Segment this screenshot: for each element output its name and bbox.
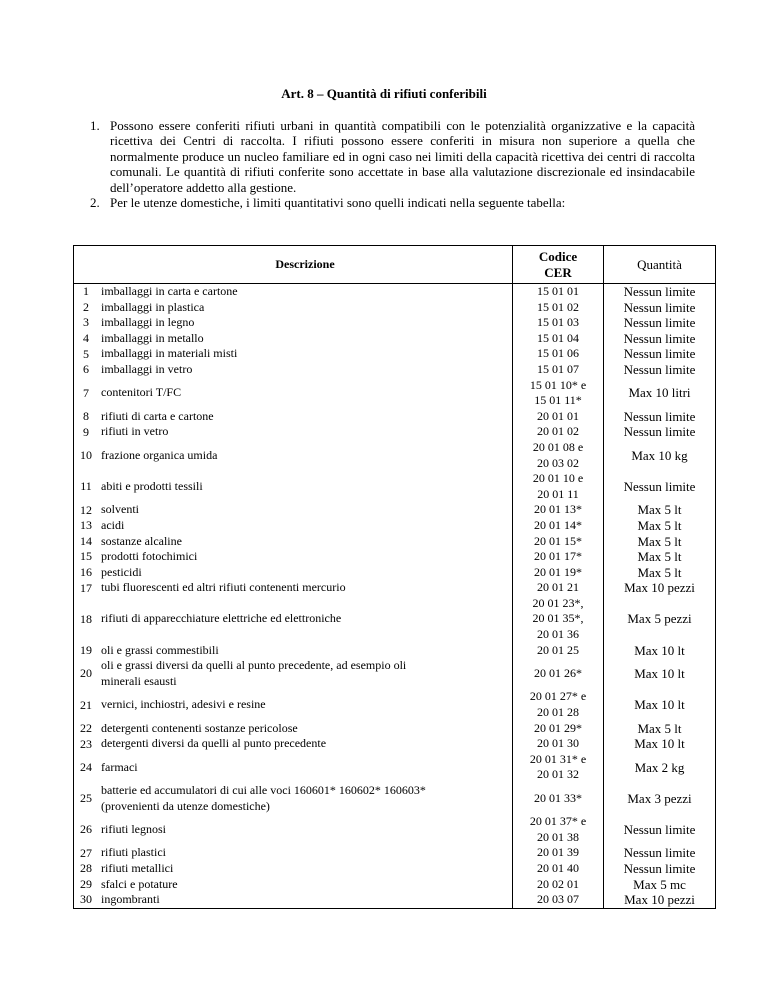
row-description [98,549,513,565]
row-description [98,534,513,550]
cer-code-line: 20 01 39 [537,845,579,860]
cer-code-line: 20 01 30 [537,736,579,751]
table-row [74,736,716,752]
row-quantity: Max 10 pezzi [604,892,716,908]
table-row [74,534,716,550]
row-quantity: Nessun limite [604,300,716,316]
description-line: rifiuti legnosi [101,821,166,836]
cer-code-line: 20 01 37* e [529,814,587,829]
row-number: 12 [74,502,99,518]
row-description [98,565,513,581]
cer-code-line: 20 01 35*, [532,611,584,626]
row-description [98,861,513,877]
row-number: 5 [74,346,99,362]
row-quantity: Max 5 lt [604,721,716,737]
table-row [74,861,716,877]
paragraph-number: 2. [90,195,100,211]
row-description [98,362,513,378]
description-line: ingombranti [101,892,160,907]
cer-code-line: 20 01 19* [534,564,582,579]
row-quantity: Max 10 lt [604,658,716,689]
row-cer-code [513,689,604,720]
cer-code-line: 20 01 33* [534,790,582,805]
description-line: rifiuti di carta e cartone [101,408,214,423]
row-quantity: Max 5 lt [604,534,716,550]
row-quantity: Max 10 pezzi [604,580,716,596]
row-cer-code [513,378,604,409]
cer-code-line: 20 01 02 [537,424,579,439]
row-quantity: Nessun limite [604,845,716,861]
cer-code-line: 20 01 36 [537,627,579,642]
table-row [74,721,716,737]
row-description [98,409,513,425]
row-description [98,502,513,518]
row-description [98,378,513,409]
row-cer-code [513,346,604,362]
table-row [74,689,716,720]
row-number: 13 [74,518,99,534]
description-line: pesticidi [101,564,142,579]
row-quantity: Max 10 lt [604,643,716,659]
cer-code-line: 15 01 02 [537,299,579,314]
row-description [98,736,513,752]
row-quantity: Nessun limite [604,814,716,845]
table-row [74,424,716,440]
row-cer-code [513,783,604,814]
description-line: imballaggi in legno [101,315,195,330]
row-cer-code [513,300,604,316]
cer-code-line: 20 01 26* [534,666,582,681]
row-description [98,331,513,347]
article-paragraphs [90,118,695,210]
row-number: 29 [74,877,99,893]
row-number: 1 [74,284,99,300]
table-row [74,549,716,565]
table-header-row [74,246,716,284]
description-line: farmaci [101,759,138,774]
row-cer-code [513,752,604,783]
cer-code-line: 15 01 10* e [529,377,587,392]
row-quantity: Max 5 lt [604,518,716,534]
row-number: 22 [74,721,99,737]
row-cer-code [513,658,604,689]
description-line: rifiuti di apparecchiature elettriche ed elettroniche [101,611,342,626]
row-number: 9 [74,424,99,440]
table-row [74,331,716,347]
row-description [98,845,513,861]
cer-code-line: 20 02 01 [537,876,579,891]
table-row [74,596,716,643]
row-number: 6 [74,362,99,378]
row-number: 27 [74,845,99,861]
table-row [74,378,716,409]
waste-limits-table [73,245,716,909]
table-row [74,892,716,908]
row-quantity: Max 5 lt [604,549,716,565]
row-number: 26 [74,814,99,845]
description-line: detergenti contenenti sostanze pericolose [101,720,298,735]
description-line: vernici, inchiostri, adesivi e resine [101,697,266,712]
description-line: imballaggi in metallo [101,330,204,345]
table-row [74,658,716,689]
header-code [513,246,604,284]
cer-code-line: 20 01 13* [534,502,582,517]
description-line: contenitori T/FC [101,385,182,400]
row-quantity: Max 10 kg [604,440,716,471]
table-row [74,643,716,659]
cer-code-line: 20 01 01 [537,408,579,423]
cer-code-line: 20 01 21 [537,580,579,595]
row-number: 16 [74,565,99,581]
cer-code-line: 20 01 17* [534,549,582,564]
row-quantity: Nessun limite [604,284,716,300]
description-line: abiti e prodotti tessili [101,478,203,493]
row-cer-code [513,814,604,845]
table-row [74,300,716,316]
row-quantity: Nessun limite [604,315,716,331]
cer-code-line: 20 01 11 [537,486,579,501]
cer-code-line: 20 01 10 e [532,471,584,486]
cer-code-line: 15 01 07 [537,361,579,376]
row-number: 24 [74,752,99,783]
table-row [74,565,716,581]
table-body [74,284,716,909]
cer-code-line: 20 01 08 e [532,439,584,454]
row-number: 17 [74,580,99,596]
cer-code-line: 20 01 31* e [529,751,587,766]
row-quantity: Max 5 lt [604,565,716,581]
row-cer-code [513,861,604,877]
cer-code-line: 15 01 03 [537,315,579,330]
description-line: minerali esausti [101,673,177,688]
cer-code-line: 20 01 28 [537,705,579,720]
table-row [74,783,716,814]
table-row [74,502,716,518]
row-description [98,284,513,300]
cer-code-line: 20 03 02 [537,455,579,470]
description-line: oli e grassi diversi da quelli al punto precedente, ad esempio oli [101,658,407,673]
row-description [98,658,513,689]
row-quantity: Nessun limite [604,471,716,502]
row-cer-code [513,565,604,581]
table-row [74,346,716,362]
table-row [74,518,716,534]
description-line: imballaggi in materiali misti [101,346,238,361]
row-number: 30 [74,892,99,908]
header-index [74,246,99,284]
row-cer-code [513,736,604,752]
description-line: sostanze alcaline [101,533,182,548]
cer-code-line: 20 01 32 [537,767,579,782]
row-cer-code [513,331,604,347]
cer-code-line: 20 01 38 [537,829,579,844]
description-line: solventi [101,502,139,517]
row-description [98,300,513,316]
row-quantity: Nessun limite [604,861,716,877]
header-description: Descrizione [98,246,513,284]
row-quantity: Nessun limite [604,424,716,440]
row-number: 18 [74,596,99,643]
row-description [98,783,513,814]
row-cer-code [513,549,604,565]
row-description [98,596,513,643]
cer-code-line: 20 03 07 [537,892,579,907]
table-row [74,877,716,893]
row-cer-code [513,877,604,893]
row-quantity: Max 3 pezzi [604,783,716,814]
row-description [98,518,513,534]
article-title: Art. 8 – Quantità di rifiuti conferibili [281,86,487,101]
row-cer-code [513,518,604,534]
row-cer-code [513,892,604,908]
row-cer-code [513,362,604,378]
row-description [98,814,513,845]
row-quantity: Max 5 pezzi [604,596,716,643]
row-cer-code [513,643,604,659]
table-row [74,580,716,596]
paragraph-1 [90,118,695,195]
description-line: rifiuti plastici [101,845,166,860]
cer-code-line: 20 01 29* [534,720,582,735]
description-line: detergenti diversi da quelli al punto precedente [101,736,327,751]
row-number: 7 [74,378,99,409]
row-cer-code [513,440,604,471]
table-row [74,814,716,845]
cer-code-line: 20 01 25 [537,642,579,657]
description-line: (provenienti da utenze domestiche) [101,798,270,813]
row-quantity: Nessun limite [604,331,716,347]
row-number: 21 [74,689,99,720]
row-number: 23 [74,736,99,752]
row-quantity: Nessun limite [604,346,716,362]
row-cer-code [513,580,604,596]
row-cer-code [513,471,604,502]
row-number: 15 [74,549,99,565]
paragraph-2 [90,195,695,210]
description-line: imballaggi in carta e cartone [101,284,238,298]
description-line: imballaggi in plastica [101,299,205,314]
paragraph-text: Possono essere conferiti rifiuti urbani in quantità compatibili con le potenzialità organizzative e la capacità ricettiva dei Centri di raccolta. I rifiuti possono essere conferiti in misura non superiore a quella che normalmente produce un nucleo familiare ed in ogni caso nei limiti della capacità ricettiva dei centri di raccolta comunali. Le quantità di rifiuti conferite sono accettate in base alla valutazione discrezionale ed insindacabile dell’operatore addetto alla gestione. [110,118,695,195]
row-description [98,440,513,471]
header-code-line2: CER [544,264,572,280]
paragraph-text: Per le utenze domestiche, i limiti quantitativi sono quelli indicati nella seguente tabella: [110,195,566,211]
cer-code-line: 20 01 14* [534,517,582,532]
row-number: 20 [74,658,99,689]
cer-code-line: 20 01 23*, [532,595,584,610]
cer-code-line: 15 01 11* [534,393,582,408]
row-number: 4 [74,331,99,347]
row-cer-code [513,409,604,425]
description-line: oli e grassi commestibili [101,642,219,657]
cer-code-line: 20 01 27* e [529,689,587,704]
description-line: rifiuti metallici [101,860,174,875]
row-description [98,471,513,502]
row-cer-code [513,596,604,643]
row-cer-code [513,502,604,518]
cer-code-line: 15 01 04 [537,330,579,345]
row-cer-code [513,845,604,861]
row-cer-code [513,424,604,440]
row-description [98,877,513,893]
description-line: batterie ed accumulatori di cui alle voci 160601* 160602* 160603* [101,783,426,797]
description-line: rifiuti in vetro [101,424,169,439]
description-line: sfalci e potature [101,876,178,891]
row-number: 11 [74,471,99,502]
row-description [98,643,513,659]
row-cer-code [513,284,604,300]
row-description [98,424,513,440]
row-description [98,346,513,362]
row-description [98,315,513,331]
header-quantity: Quantità [604,246,716,284]
row-number: 14 [74,534,99,550]
row-cer-code [513,721,604,737]
row-number: 8 [74,409,99,425]
row-description [98,752,513,783]
row-cer-code [513,534,604,550]
row-description [98,689,513,720]
row-quantity: Max 5 lt [604,502,716,518]
row-description [98,580,513,596]
table-row [74,409,716,425]
table-row [74,315,716,331]
description-line: tubi fluorescenti ed altri rifiuti contenenti mercurio [101,580,346,595]
description-line: acidi [101,517,125,532]
row-quantity: Max 10 lt [604,689,716,720]
row-number: 25 [74,783,99,814]
row-description [98,892,513,908]
table-row [74,752,716,783]
row-number: 19 [74,643,99,659]
row-number: 10 [74,440,99,471]
row-quantity: Max 10 lt [604,736,716,752]
description-line: imballaggi in vetro [101,361,193,376]
table-row [74,845,716,861]
cer-code-line: 20 01 15* [534,533,582,548]
table-row [74,362,716,378]
table-row [74,471,716,502]
description-line: frazione organica umida [101,447,218,462]
cer-code-line: 15 01 06 [537,346,579,361]
description-line: prodotti fotochimici [101,549,198,564]
cer-code-line: 20 01 40 [537,860,579,875]
row-quantity: Max 10 litri [604,378,716,409]
header-code-line1: Codice [538,248,578,264]
row-description [98,721,513,737]
table-row [74,284,716,300]
paragraph-number: 1. [90,118,100,133]
table-row [74,440,716,471]
row-quantity: Max 5 mc [604,877,716,893]
row-quantity: Nessun limite [604,409,716,425]
row-quantity: Max 2 kg [604,752,716,783]
row-cer-code [513,315,604,331]
cer-code-line: 15 01 01 [537,284,579,298]
row-number: 28 [74,861,99,877]
row-quantity: Nessun limite [604,362,716,378]
row-number: 3 [74,315,99,331]
row-number: 2 [74,300,99,316]
